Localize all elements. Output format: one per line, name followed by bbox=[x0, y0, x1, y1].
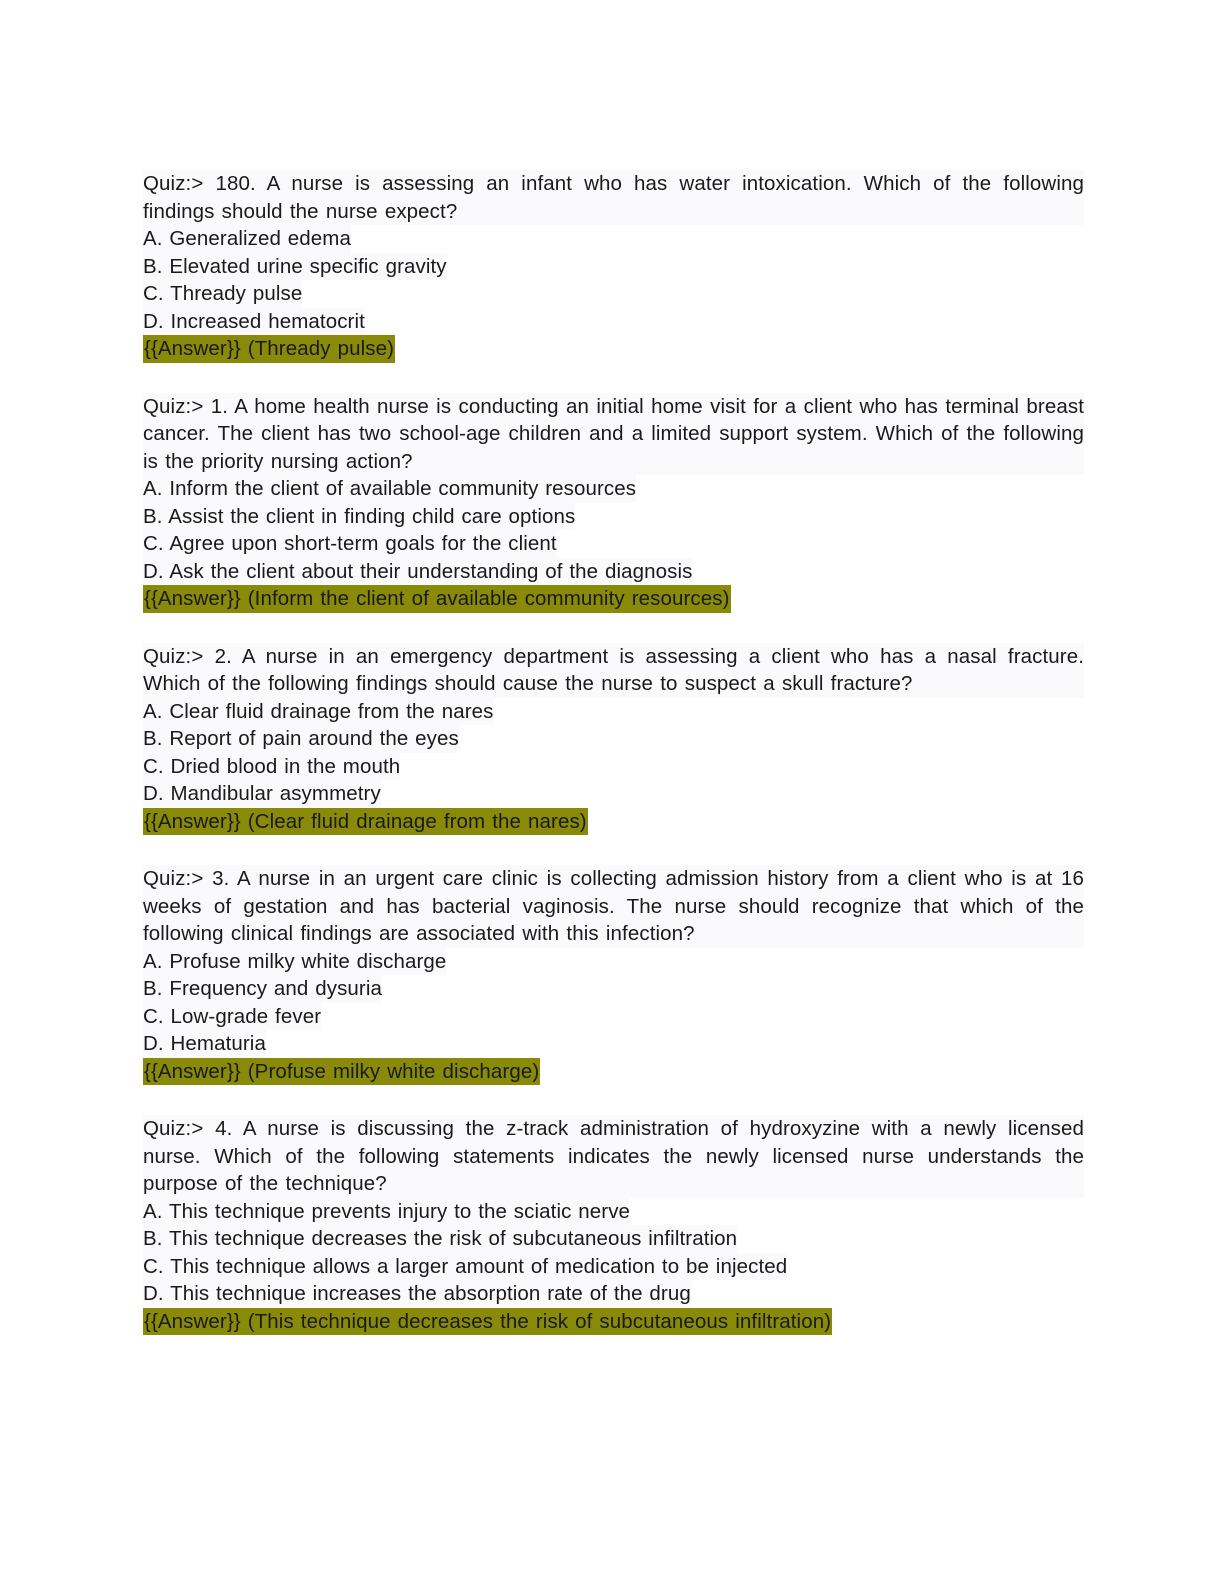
answer-highlight: {{Answer}} (Clear fluid drainage from the nares) bbox=[143, 808, 588, 836]
answer-choice: D. Mandibular asymmetry bbox=[143, 780, 381, 808]
answer-line bbox=[143, 335, 1084, 365]
answer-choice: C. Agree upon short-term goals for the client bbox=[143, 530, 557, 558]
quiz-item bbox=[143, 393, 1084, 615]
question-stem: Quiz:> 180. A nurse is assessing an infant who has water intoxication. Which of the following findings should the nurse expect? bbox=[143, 170, 1084, 225]
quiz-item bbox=[143, 1115, 1084, 1337]
answer-choice: D. Increased hematocrit bbox=[143, 308, 365, 336]
answer-line bbox=[143, 1308, 1084, 1338]
answer-choice: A. Clear fluid drainage from the nares bbox=[143, 698, 494, 726]
answer-highlight: {{Answer}} (Inform the client of available community resources) bbox=[143, 585, 731, 613]
answer-choice: D. Hematuria bbox=[143, 1030, 266, 1058]
answer-choice: C. This technique allows a larger amount of medication to be injected bbox=[143, 1253, 787, 1281]
answer-line bbox=[143, 1058, 1084, 1088]
answer-line bbox=[143, 585, 1084, 615]
answer-choice: A. This technique prevents injury to the sciatic nerve bbox=[143, 1198, 630, 1226]
question-stem: Quiz:> 2. A nurse in an emergency department is assessing a client who has a nasal fracture. Which of the following findings should cause the nurse to suspect a skull fracture? bbox=[143, 643, 1084, 698]
quiz-item bbox=[143, 170, 1084, 365]
answer-choice: B. Frequency and dysuria bbox=[143, 975, 382, 1003]
answer-choice: A. Profuse milky white discharge bbox=[143, 948, 446, 976]
answer-highlight: {{Answer}} (This technique decreases the risk of subcutaneous infiltration) bbox=[143, 1308, 832, 1336]
answer-choice: C. Thready pulse bbox=[143, 280, 302, 308]
answer-choice: C. Low-grade fever bbox=[143, 1003, 321, 1031]
answer-highlight: {{Answer}} (Profuse milky white discharge) bbox=[143, 1058, 540, 1086]
answer-choice: B. Report of pain around the eyes bbox=[143, 725, 459, 753]
answer-choice: A. Inform the client of available community resources bbox=[143, 475, 636, 503]
answer-choice: B. Assist the client in finding child care options bbox=[143, 503, 575, 531]
question-stem: Quiz:> 4. A nurse is discussing the z-track administration of hydroxyzine with a newly licensed nurse. Which of the following statements indicates the newly licensed nurse understands the purpose of the technique? bbox=[143, 1115, 1084, 1198]
answer-choice: B. Elevated urine specific gravity bbox=[143, 253, 447, 281]
answer-choice: C. Dried blood in the mouth bbox=[143, 753, 400, 781]
answer-line bbox=[143, 808, 1084, 838]
answer-choice: D. This technique increases the absorption rate of the drug bbox=[143, 1280, 691, 1308]
question-stem: Quiz:> 3. A nurse in an urgent care clinic is collecting admission history from a client who is at 16 weeks of gestation and has bacterial vaginosis. The nurse should recognize that which of the following clinical findings are associated with this infection? bbox=[143, 865, 1084, 948]
answer-highlight: {{Answer}} (Thready pulse) bbox=[143, 335, 395, 363]
answer-choice: A. Generalized edema bbox=[143, 225, 351, 253]
quiz-item bbox=[143, 643, 1084, 838]
answer-choice: B. This technique decreases the risk of subcutaneous infiltration bbox=[143, 1225, 737, 1253]
answer-choice: D. Ask the client about their understanding of the diagnosis bbox=[143, 558, 692, 586]
quiz-item bbox=[143, 865, 1084, 1087]
question-stem: Quiz:> 1. A home health nurse is conducting an initial home visit for a client who has terminal breast cancer. The client has two school-age children and a limited support system. Which of the following is the priority nursing action? bbox=[143, 393, 1084, 476]
